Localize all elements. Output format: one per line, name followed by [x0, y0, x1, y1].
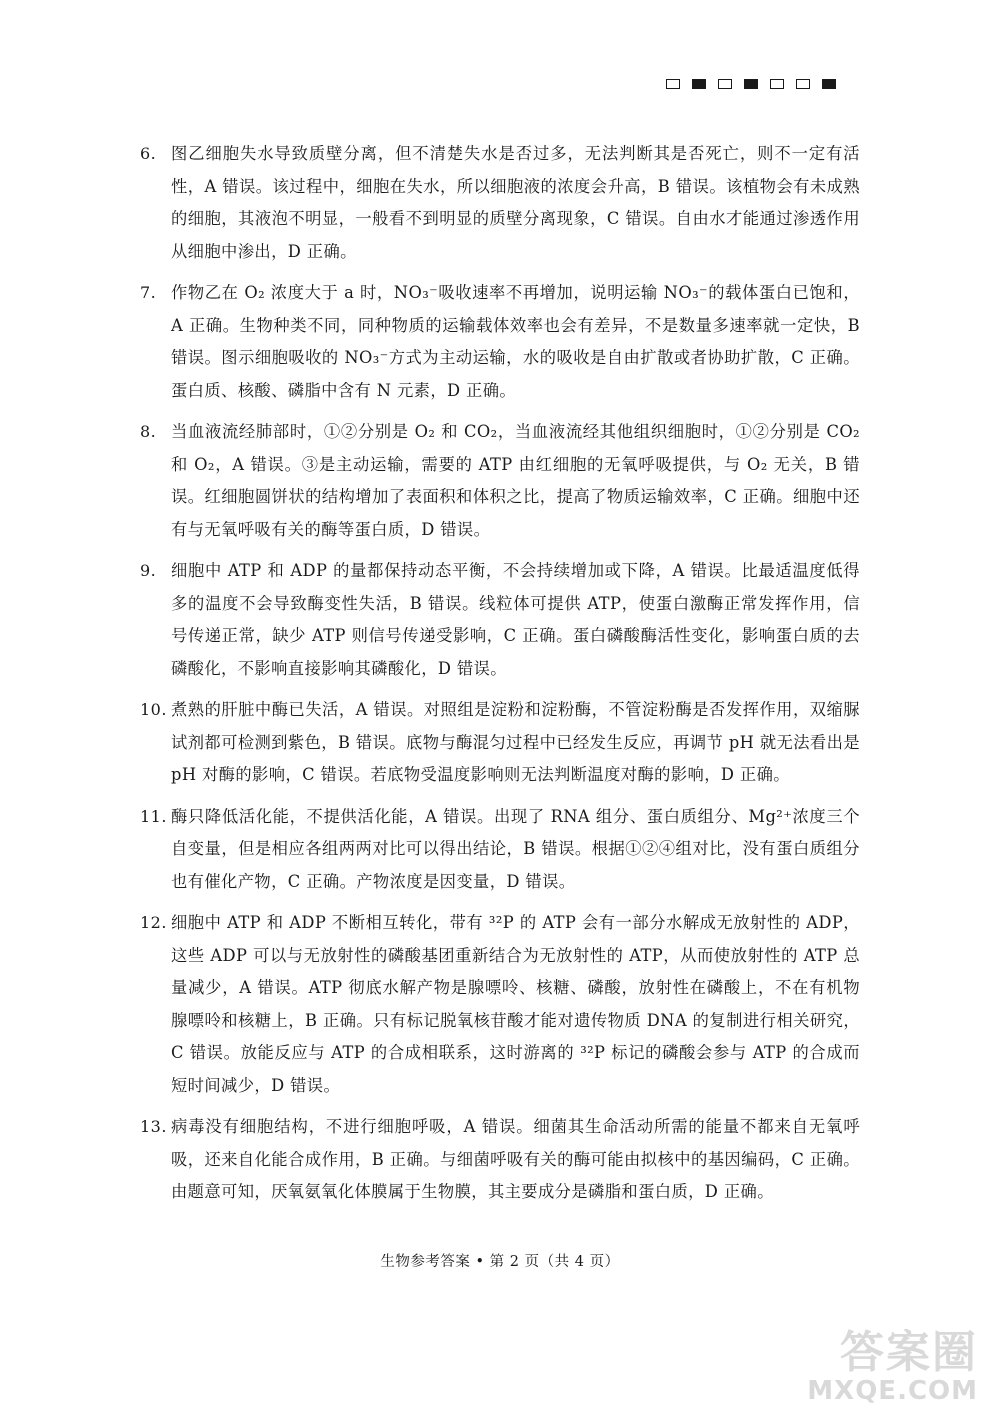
answer-item: [140, 1111, 860, 1209]
answer-text: 酶只降低活化能，不提供活化能，A 错误。出现了 RNA 组分、蛋白质组分、Mg²⁺浓度三个自变量，但是相应各组两两对比可以得出结论，B 错误。根据①②④组对比，没有蛋白质组分也有催化产物，C 正确。产物浓度是因变量，D 错误。: [171, 806, 860, 891]
empty-square-mark: [796, 79, 810, 89]
answer-item: [140, 555, 860, 685]
watermark-site: MXQE.COM: [807, 1376, 978, 1406]
answer-list: [140, 138, 860, 1218]
filled-square-mark: [744, 79, 758, 89]
answer-number: 10.: [140, 700, 167, 719]
answer-number: 12.: [140, 913, 167, 932]
filled-square-mark: [822, 79, 836, 89]
answer-item: [140, 801, 860, 899]
answer-text: 煮熟的肝脏中酶已失活，A 错误。对照组是淀粉和淀粉酶，不管淀粉酶是否发挥作用，双缩脲试剂都可检测到紫色，B 错误。底物与酶混匀过程中已经发生反应，再调节 pH 就无法看出是 pH 对酶的影响，C 错误。若底物受温度影响则无法判断温度对酶的影响，D 正确。: [171, 700, 860, 784]
watermark: [778, 1327, 978, 1406]
answer-item: [140, 907, 860, 1102]
answer-item: [140, 416, 860, 546]
answer-number: 6.: [140, 144, 157, 163]
answer-number: 13.: [140, 1117, 167, 1136]
watermark-logo-text: 答案圈: [840, 1327, 978, 1378]
page-footer: 生物参考答案 • 第 2 页（共 4 页）: [380, 1254, 620, 1270]
empty-square-mark: [666, 79, 680, 89]
answer-text: 细胞中 ATP 和 ADP 不断相互转化，带有 ³²P 的 ATP 会有一部分水解成无放射性的 ADP，这些 ADP 可以与无放射性的磷酸基团重新结合为无放射性的 ATP，从而使放射性的 ATP 总量减少，A 错误。ATP 彻底水解产物是腺嘌呤、核糖、磷酸，放射性在磷酸上，不在有机物腺嘌呤和核糖上，B 正确。只有标记脱氧核苷酸才能对遗传物质 DNA 的复制进行相关研究，C 错误。放能反应与 ATP 的合成相联系，这时游离的 ³²P 标记的磷酸会参与 ATP 的合成而短时间减少，D 错误。: [171, 913, 860, 1095]
answer-text: 图乙细胞失水导致质壁分离，但不清楚失水是否过多，无法判断其是否死亡，则不一定有活性，A 错误。该过程中，细胞在失水，所以细胞液的浓度会升高，B 错误。该植物会有未成熟的细胞，其液泡不明显，一般看不到明显的质壁分离现象，C 错误。自由水才能通过渗透作用从细胞中渗出，D 正确。: [171, 144, 860, 261]
answer-text: 病毒没有细胞结构，不进行细胞呼吸，A 错误。细菌其生命活动所需的能量不都来自无氧呼吸，还来自化能合成作用，B 正确。与细菌呼吸有关的酶可能由拟核中的基因编码，C 正确。由题意可知，厌氧氨氧化体膜属于生物膜，其主要成分是磷脂和蛋白质，D 正确。: [171, 1117, 860, 1201]
answer-item: [140, 138, 860, 268]
answer-text: 细胞中 ATP 和 ADP 的量都保持动态平衡，不会持续增加或下降，A 错误。比最适温度低得多的温度不会导致酶变性失活，B 错误。线粒体可提供 ATP，使蛋白激酶正常发挥作用，信号传递正常，缺少 ATP 则信号传递受影响，C 正确。蛋白磷酸酶活性变化，影响蛋白质的去磷酸化，不影响直接影响其磷酸化，D 错误。: [171, 561, 860, 678]
empty-square-mark: [718, 79, 732, 89]
answer-number: 8.: [140, 422, 157, 441]
header-marks: [666, 79, 836, 89]
answer-number: 11.: [140, 806, 167, 826]
filled-square-mark: [692, 79, 706, 89]
answer-number: 9.: [140, 561, 157, 580]
answer-item: [140, 277, 860, 407]
answer-number: 7.: [140, 283, 157, 302]
empty-square-mark: [770, 79, 784, 89]
answer-text: 当血液流经肺部时，①②分别是 O₂ 和 CO₂，当血液流经其他组织细胞时，①②分别是 CO₂ 和 O₂，A 错误。③是主动运输，需要的 ATP 由红细胞的无氧呼吸提供，与 O₂ 无关，B 错误。红细胞圆饼状的结构增加了表面积和体积之比，提高了物质运输效率，C 正确。细胞中还有与无氧呼吸有关的酶等蛋白质，D 错误。: [171, 422, 860, 539]
answer-text: 作物乙在 O₂ 浓度大于 a 时，NO₃⁻吸收速率不再增加，说明运输 NO₃⁻的载体蛋白已饱和，A 正确。生物种类不同，同种物质的运输载体效率也会有差异，不是数量多速率就一定快，B 错误。图示细胞吸收的 NO₃⁻方式为主动运输，水的吸收是自由扩散或者协助扩散，C 正确。蛋白质、核酸、磷脂中含有 N 元素，D 正确。: [171, 283, 860, 400]
answer-item: [140, 694, 860, 792]
